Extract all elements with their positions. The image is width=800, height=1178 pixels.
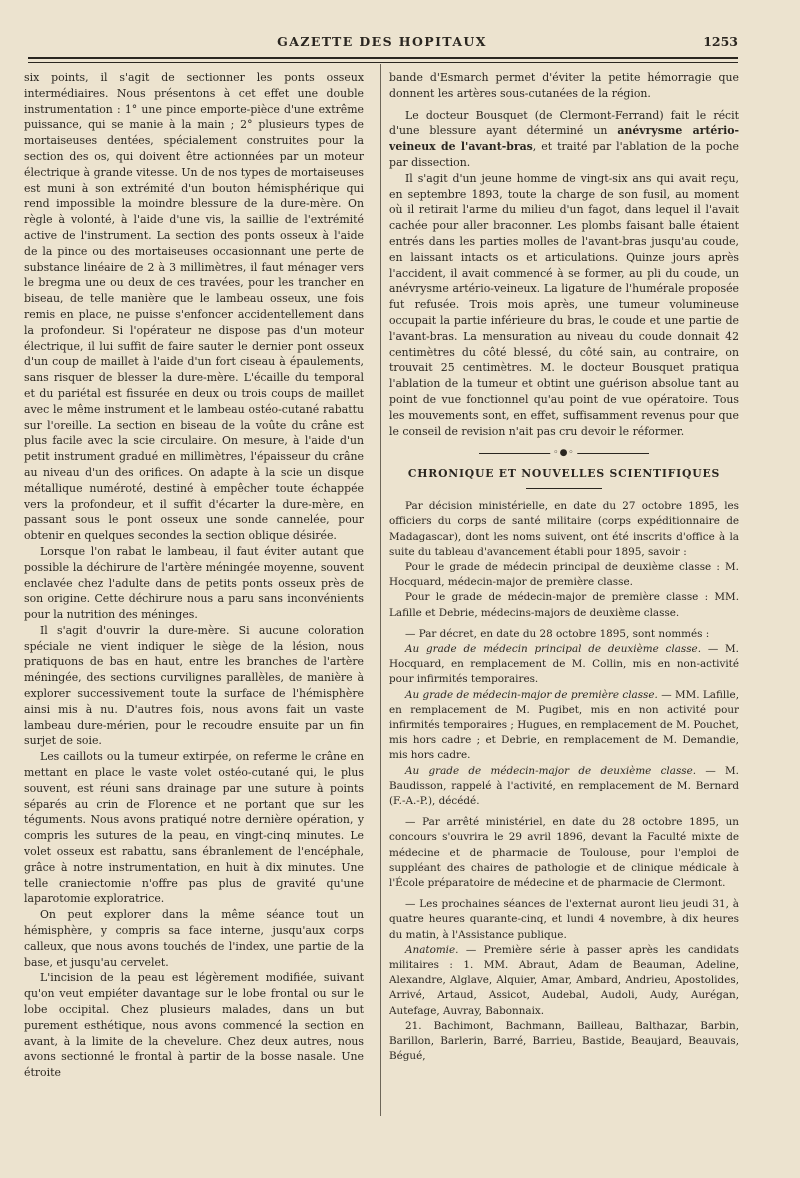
paragraph: Lorsque l'on rabat le lambeau, il faut éviter autant que possible la déchirure de l'artère méningée moyenne, souvent enclavée chez l'adulte dans de petits ponts osseux près de son origine. Cette déchirure nous a paru sans inconvénients pour la nutrition des méninges.	[24, 544, 364, 622]
column-divider	[380, 64, 381, 1116]
italic-grade: Au grade de médecin-major de deuxième classe.	[405, 764, 697, 777]
paragraph: Il s'agit d'un jeune homme de vingt-six ans qui avait reçu, en septembre 1893, toute la charge de son fusil, au moment où il retirait l'arme du milieu d'un fagot, dans lequel il l'avait cachée pour aller braconner. Les plombs faisant balle étaient entrés dans les parties molles de l'avant-bras jusqu'au coude, en laissant intacts os et articulations. Quinze jours après l'accident, il avait commencé à se former, au pli du coude, un anévrysme artério-veineux. La ligature de l'humérale proposée fut refusée. Trois mois après, une tumeur volumineuse occupait la partie inférieure du bras, le coude et une partie de l'avant-bras. La mensuration au niveau du coude donnait 42 centimètres du côté blessé, du côté sain, au contraire, on trouvait 25 centimètres. M. le docteur Bousquet pratiqua l'ablation de la tumeur et obtint une guérison absolue tant au point de vue fonctionnel qu'au point de vue opératoire. Tous les mouvements sont, en effet, suffisamment revenus pour que le conseil de revision n'ait pas cru devoir le réformer.	[389, 171, 739, 438]
section-rule	[526, 488, 602, 489]
paragraph-text: — M. Baudisson, rappelé à l'activité, en remplacement de M. Bernard (F.-A.-P.), décédé.	[389, 764, 739, 807]
paragraph-bousquet	[389, 108, 739, 171]
paragraph-text: — M. Hocquard, en remplacement de M. Collin, mis en non-activité pour infirmités temporaires.	[389, 642, 739, 686]
italic-heading: Anatomie.	[405, 943, 459, 956]
paragraph: On peut explorer dans la même séance tout un hémisphère, y compris sa face interne, jusqu'aux corps calleux, que nous avons touchés de l'index, une partie de la base, et jusqu'au cervelet.	[24, 908, 364, 969]
left-column	[24, 70, 364, 1120]
header-rule-thick	[28, 57, 738, 59]
paragraph: L'incision de la peau est légèrement modifiée, suivant qu'on veut empiéter davantage sur le lobe frontal ou sur le lobe occipital. Chez plusieurs malades, dans un but purement esthétique, nous avons commencé la section en avant, à la limite de la chevelure. Chez deux autres, nous avons sectionné le frontal à partir de la bosse nasale. Une étroite	[24, 971, 364, 1080]
paragraph: 21. Bachimont, Bachmann, Bailleau, Balthazar, Barbin, Barillon, Barlerin, Barré, Barrieu, Bastide, Beaujard, Beauvais, Bégué,	[389, 1019, 739, 1063]
paragraph-text: Le docteur Bousquet (de Clermont-Ferrand) fait le récit d'une blessure ayant déterminé un	[389, 108, 739, 138]
paragraph	[389, 642, 739, 688]
paragraph-text: — Première série à passer après les candidats militaires : 1. MM. Abraut, Adam de Beauman, Adeline, Alexandre, Alglave, Alquier, Amar, Ambard, Andrieu, Apostolides, Arrivé, Artaud, Assicot, Audebal, Audoli, Audy, Aurégan, Autefage, Auvray, Babonnaix.	[389, 943, 739, 1017]
paragraph: bande d'Esmarch permet d'éviter la petite hémorragie que donnent les artères sous-cutanées de la région.	[389, 71, 739, 100]
paragraph: Pour le grade de médecin-major de première classe : MM. Lafille et Debrie, médecins-majors de deuxième classe.	[389, 591, 739, 619]
paragraph: Pour le grade de médecin principal de deuxième classe : M. Hocquard, médecin-major de première classe.	[389, 560, 739, 589]
paragraph: six points, il s'agit de sectionner les ponts osseux intermédiaires. Nous présentons à cet effet une double instrumentation : 1° une pince emporte-pièce d'une extrême puissance, qui se manie à la main ; 2° plusieurs types de mortaiseuses dentées, spécialement construites pour la section des os, qui doivent être actionnées par un moteur électrique à grande vitesse. Un de nos types de mortaiseuses est muni à son extrémité d'un bouton hémisphérique qui rend impossible la moindre blessure de la dure-mère. On règle à volonté, à l'aide d'une vis, la saillie de l'extrémité active de l'instrument. La section des ponts osseux à l'aide de la pince ou des mortaiseuses occasionnant une perte de substance linéaire de 2 à 3 millimètres, il faut ménager vers le bregma une ou deux de ces travées, pour les trancher en biseau, de telle manière que le lambeau osseux, une fois remis en place, ne puisse s'enfoncer accidentellement dans la profondeur. Si l'opérateur ne dispose pas d'un moteur électrique, il lui suffit de faire sauter le dernier pont osseux d'un coup de maillet à l'aide d'un fort ciseau à épaulements, sans risquer de blesser la dure-mère. L'écaille du temporal et du pariétal est fissurée en deux ou trois coups de maillet avec le même instrument et le lambeau ostéo-cutané rabattu sur l'oreille. La section en biseau de la voûte du crâne est plus facile avec la scie circulaire. On mesure, à l'aide d'un petit instrument gradué en millimètres, l'épaisseur du crâne au niveau d'un des orifices. On adapte à la scie un disque métallique numéroté, destiné à empêcher toute échappée vers la profondeur, et il suffit d'écarter la dure-mère, en passant sous le pont osseux une sonde cannelée, pour obtenir en quelques secondes la section oblique désirée.	[24, 71, 364, 543]
paragraph-text: , et traité par l'ablation de la poche par dissection.	[389, 140, 739, 169]
paragraph-text: — MM. Lafille, en remplacement de M. Pugibet, mis en non activité pour infirmités temporaires ; Hugues, en remplacement de M. Pouchet, mis hors cadre ; et Debrie, en remplacement de M. Demandie, mis hors cadre.	[389, 688, 739, 762]
paragraph: Par décision ministérielle, en date du 27 octobre 1895, les officiers du corps de santé militaire (corps expéditionnaire de Madagascar), dont les noms suivent, ont été inscrits d'office à la suite du tableau d'avancement établi pour 1895, savoir :	[389, 500, 739, 558]
ornament-icon: ◦●◦	[550, 447, 577, 459]
section-ornament	[479, 448, 649, 459]
paragraph	[389, 688, 739, 764]
paragraph: — Par décret, en date du 28 octobre 1895, sont nommés :	[405, 627, 710, 640]
bold-phrase: anévrysme artério-veineux de l'avant-bras	[389, 124, 739, 154]
paragraph	[389, 943, 739, 1019]
section-title: CHRONIQUE ET NOUVELLES SCIENTIFIQUES	[407, 467, 721, 481]
page-header	[26, 34, 738, 54]
chronique-body	[389, 499, 739, 1064]
italic-grade: Au grade de médecin-major de première classe.	[405, 688, 658, 701]
journal-title: GAZETTE DES HOPITAUX	[277, 34, 487, 49]
paragraph: Les caillots ou la tumeur extirpée, on referme le crâne en mettant en place le vaste volet ostéo-cutané qui, le plus souvent, est réuni sans drainage par une suture à points séparés au crin de Florence et ne portant que sur les téguments. Nous avons pratiqué notre dernière opération, y compris les sutures de la peau, en vingt-cinq minutes. Le volet osseux est rabattu, sans ébranlement de l'encéphale, grâce à notre instrumentation, en huit à dix minutes. Une telle craniectomie n'offre pas plus de gravité qu'une laparotomie exploratrice.	[24, 750, 364, 906]
paragraph	[389, 764, 739, 810]
italic-grade: Au grade de médecin principal de deuxième classe.	[405, 642, 702, 655]
paragraph: — Par arrêté ministériel, en date du 28 octobre 1895, un concours s'ouvrira le 29 avril 1896, devant la Faculté mixte de médecine et de pharmacie de Toulouse, pour l'emploi de suppléant des chaires de pathologie et de clinique médicale à l'École préparatoire de médecine et de pharmacie de Clermont.	[389, 816, 739, 889]
paragraph: — Les prochaines séances de l'externat auront lieu jeudi 31, à quatre heures quarante-cinq, et lundi 4 novembre, à dix heures du matin, à l'Assistance publique.	[389, 898, 739, 941]
paragraph: Il s'agit d'ouvrir la dure-mère. Si aucune coloration spéciale ne vient indiquer le siège de la lésion, nous pratiquons de bas en haut, entre les branches de l'artère méningée, des sections curvilignes parallèles, de manière à explorer successivement toute la surface de l'hémisphère ainsi mis à nu. D'autres fois, nous avons fait un vaste lambeau dure-mérien, pour le recoudre ensuite par un fin surjet de soie.	[24, 623, 364, 748]
right-column	[389, 70, 739, 1120]
header-rule-thin	[28, 62, 738, 63]
page-number: 1253	[703, 34, 738, 49]
